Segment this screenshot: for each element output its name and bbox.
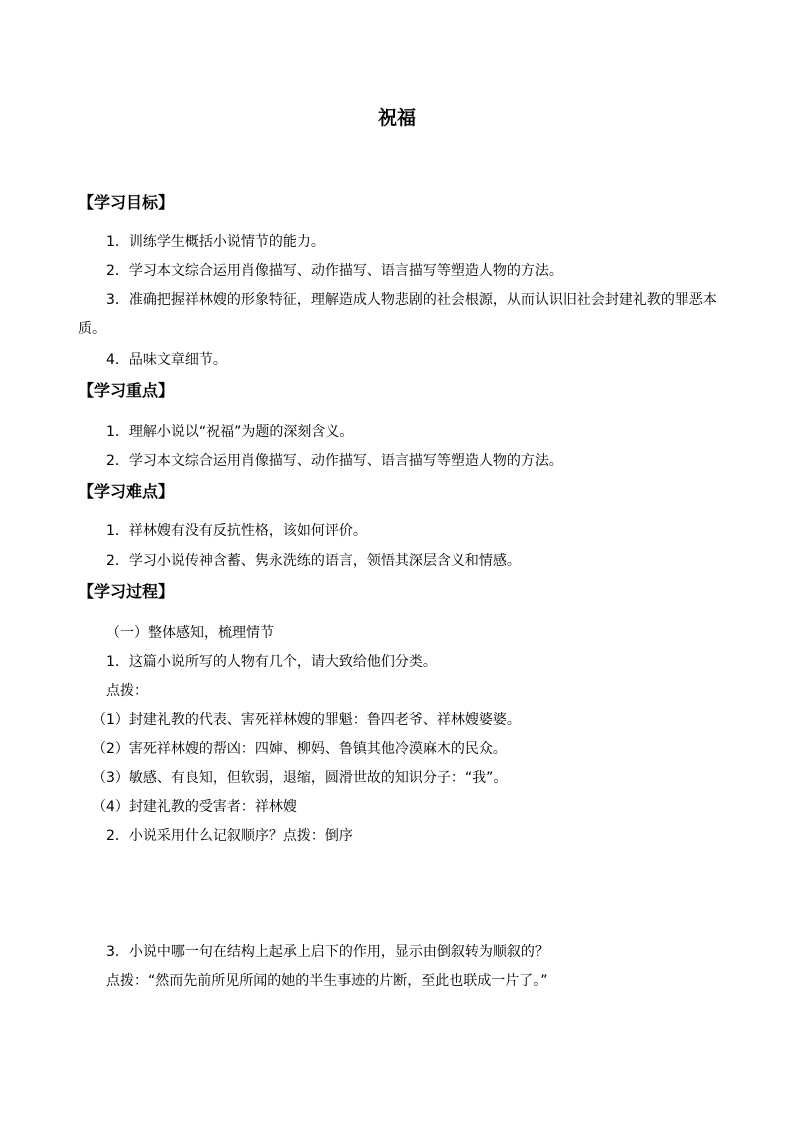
document-title: 祝福 [377,107,416,129]
process-subheading: （一）整体感知，梳理情节 [106,625,274,641]
process-question-1: 1．这篇小说所写的人物有几个，请大致给他们分类。 [106,654,437,670]
process-question-2: 2．小说采用什么记叙顺序？点拨：倒序 [106,828,353,844]
goal-item-1: 1．训练学生概括小说情节的能力。 [106,234,325,250]
goal-item-3: 3．准确把握祥林嫂的形象特征，理解造成人物悲剧的社会根源，从而认识旧社会封建礼教的罪恶本质。 [78,292,717,337]
process-question-3: 3．小说中哪一句在结构上起承上启下的作用，显示由倒叙转为顺叙的？ [106,944,549,960]
hint-label: 点拨： [106,683,148,699]
goal-item-2: 2．学习本文综合运用肖像描写、动作描写、语言描写等塑造人物的方法。 [106,263,563,279]
difficulty-item-1: 1．祥林嫂有没有反抗性格，该如何评价。 [106,523,367,539]
goal-item-4: 4．品味文章细节。 [106,352,227,368]
hint-point-3: （3）敏感、有良知，但软弱，退缩，圆滑世故的知识分子：“我”。 [92,770,508,786]
hint-point-1: （1）封建礼教的代表、害死祥林嫂的罪魁：鲁四老爷、祥林嫂婆婆。 [92,712,521,728]
section-heading-goals: 【学习目标】 [78,193,175,212]
hint-point-4: （4）封建礼教的受害者：祥林嫂 [92,799,297,815]
focus-item-2: 2．学习本文综合运用肖像描写、动作描写、语言描写等塑造人物的方法。 [106,453,563,469]
section-heading-focus: 【学习重点】 [78,381,175,400]
section-heading-difficulty: 【学习难点】 [78,482,175,501]
section-heading-process: 【学习过程】 [78,582,175,601]
focus-item-1: 1．理解小说以“祝福”为题的深刻含义。 [106,424,354,440]
process-question-3-hint: 点拨：“然而先前所见所闻的她的半生事迹的片断，至此也联成一片了。” [106,973,548,989]
difficulty-item-2: 2．学习小说传神含蓄、隽永洗练的语言，领悟其深层含义和情感。 [106,553,521,569]
hint-point-2: （2）害死祥林嫂的帮凶：四婶、柳妈、鲁镇其他冷漠麻木的民众。 [92,741,507,757]
